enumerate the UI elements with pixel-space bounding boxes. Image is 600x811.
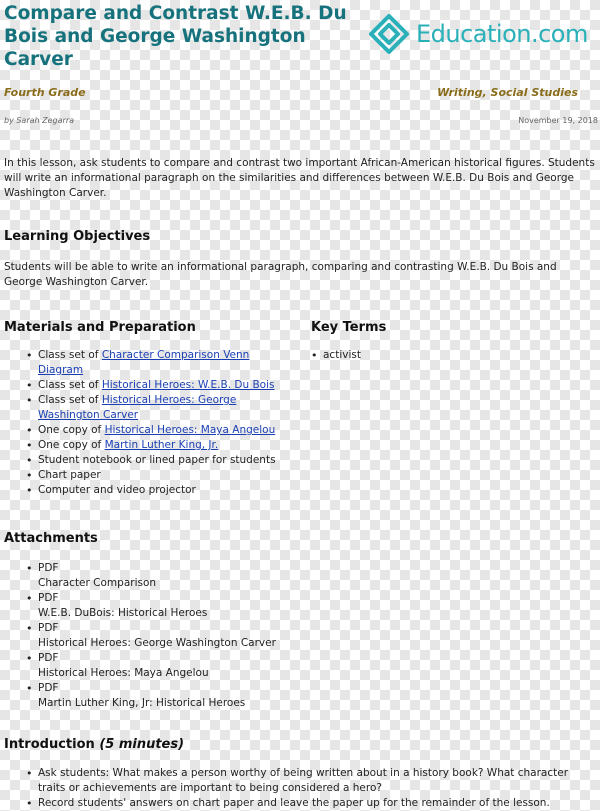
learning-objectives-text: Students will be able to write an informational paragraph, comparing and contrasting W.E.B. Du Bois and George Washington Carver. xyxy=(4,261,557,288)
list-item[interactable] xyxy=(4,561,564,591)
list-item xyxy=(4,483,294,498)
attachment-name[interactable]: Character Comparison xyxy=(38,577,157,589)
list-item xyxy=(4,348,294,378)
material-link[interactable]: Historical Heroes: George Washington Carver xyxy=(38,394,237,421)
list-item[interactable] xyxy=(4,681,564,711)
intro-paragraph: In this lesson, ask students to compare and contrast two important African-American historical figures. Students will write an informational paragraph on the similarities and differences between W.E.B. Du Bois and George Washington Carver. xyxy=(4,157,595,199)
material-text: One copy of xyxy=(38,439,105,451)
learning-objectives-heading: Learning Objectives xyxy=(4,229,151,244)
material-text: Class set of xyxy=(38,379,102,391)
attachment-name[interactable]: Martin Luther King, Jr: Historical Heroes xyxy=(38,697,246,709)
key-terms-list xyxy=(289,348,579,363)
material-text: Class set of xyxy=(38,349,102,361)
list-item: • Ask students: What makes a person worthy of being written about in a history book? What character traits or achievements are important to being considered a hero? xyxy=(4,766,584,796)
logo-text: Education.com xyxy=(416,20,588,48)
materials-list xyxy=(4,348,294,498)
list-item xyxy=(4,393,294,423)
material-text: Chart paper xyxy=(38,469,101,481)
education-logo[interactable] xyxy=(366,12,598,62)
education-logo-icon xyxy=(366,12,412,58)
key-terms-heading: Key Terms xyxy=(311,320,387,335)
material-link[interactable]: Martin Luther King, Jr. xyxy=(104,439,219,451)
material-link[interactable]: Historical Heroes: W.E.B. Du Bois xyxy=(101,379,275,391)
attachment-type: • PDF xyxy=(38,592,59,604)
material-text: One copy of xyxy=(38,424,105,436)
material-text: Class set of xyxy=(38,394,102,406)
list-item[interactable] xyxy=(4,651,564,681)
material-link[interactable]: Character Comparison Venn Diagram xyxy=(38,349,250,376)
attachment-name[interactable]: Historical Heroes: Maya Angelou xyxy=(38,667,209,679)
list-item: • Record students' answers on chart paper and leave the paper up for the remainder of the lesson. xyxy=(4,796,584,811)
attachments-heading: Attachments xyxy=(4,531,98,546)
introduction-heading xyxy=(4,737,184,752)
publish-date: November 19, 2018 xyxy=(518,116,598,125)
attachment-type: • PDF xyxy=(38,682,59,694)
material-text: Student notebook or lined paper for students xyxy=(38,454,276,466)
attachment-name[interactable]: Historical Heroes: George Washington Carver xyxy=(38,637,276,649)
attachment-name[interactable]: W.E.B. DuBois: Historical Heroes xyxy=(38,607,208,619)
attachment-type: • PDF xyxy=(38,622,59,634)
materials-heading: Materials and Preparation xyxy=(4,320,196,335)
list-item xyxy=(4,378,294,393)
list-item[interactable] xyxy=(4,591,564,621)
introduction-duration: (5 minutes) xyxy=(99,737,185,752)
introduction-list xyxy=(4,766,584,811)
material-link[interactable]: Historical Heroes: Maya Angelou xyxy=(104,424,276,436)
attachment-type: • PDF xyxy=(38,652,59,664)
list-item xyxy=(4,423,294,438)
material-text: Computer and video projector xyxy=(38,484,196,496)
introduction-title: Introduction xyxy=(4,737,95,752)
list-item[interactable] xyxy=(4,621,564,651)
list-item: • activist xyxy=(289,348,579,363)
list-item xyxy=(4,438,294,453)
grade-label: Fourth Grade xyxy=(4,86,86,99)
author-byline: by Sarah Zegarra xyxy=(4,116,75,125)
subject-label: Writing, Social Studies xyxy=(437,86,578,99)
attachments-list xyxy=(4,561,564,711)
attachment-type: • PDF xyxy=(38,562,59,574)
list-item xyxy=(4,468,294,483)
list-item xyxy=(4,453,294,468)
lesson-title: Compare and Contrast W.E.B. Du Bois and George Washington Carver xyxy=(4,3,347,70)
